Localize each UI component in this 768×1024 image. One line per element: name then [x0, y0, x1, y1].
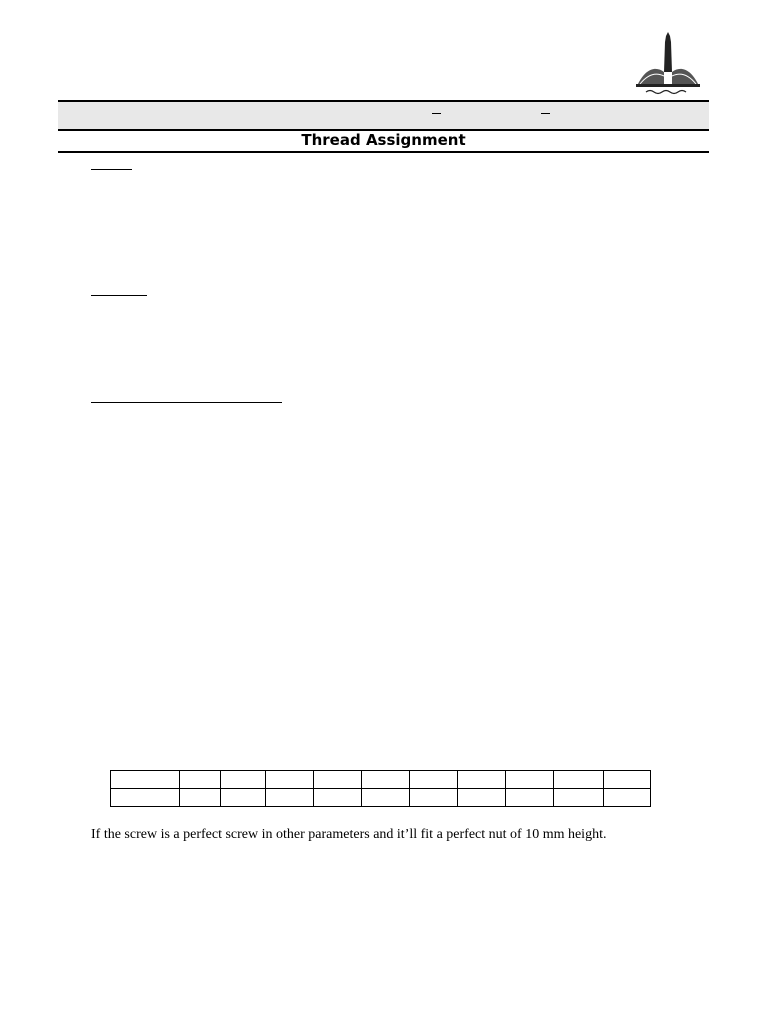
table-cell: [180, 771, 221, 789]
table-cell: [506, 789, 554, 807]
section-heading-rule: [91, 169, 132, 170]
table-cell: [221, 789, 266, 807]
header-dash: [541, 113, 550, 114]
table-cell: [410, 789, 458, 807]
table-cell: [506, 771, 554, 789]
table-row: [111, 771, 651, 789]
section-heading-rule: [91, 402, 282, 403]
university-logo: [632, 32, 704, 96]
table-cell: [410, 771, 458, 789]
table-cell: [554, 771, 604, 789]
table-cell: [314, 771, 362, 789]
table-cell: [221, 771, 266, 789]
table-cell: [604, 771, 651, 789]
table-cell: [314, 789, 362, 807]
table-cell: [458, 771, 506, 789]
table-cell: [180, 789, 221, 807]
table-cell: [111, 771, 180, 789]
screw-note: If the screw is a perfect screw in other parameters and it’ll fit a perfect nut of 10 mm height.: [91, 827, 607, 842]
title-rule: [58, 151, 709, 153]
section-heading-rule: [91, 295, 147, 296]
header-band: [58, 100, 709, 131]
table-cell: [111, 789, 180, 807]
crest-icon: [632, 32, 704, 96]
table-row: [111, 789, 651, 807]
table-cell: [266, 789, 314, 807]
table-cell: [266, 771, 314, 789]
header-dash: [432, 113, 441, 114]
table-cell: [458, 789, 506, 807]
document-title: Thread Assignment: [301, 131, 466, 149]
table-cell: [604, 789, 651, 807]
table-cell: [362, 771, 410, 789]
measurement-table: [110, 770, 651, 807]
table-cell: [362, 789, 410, 807]
table-cell: [554, 789, 604, 807]
